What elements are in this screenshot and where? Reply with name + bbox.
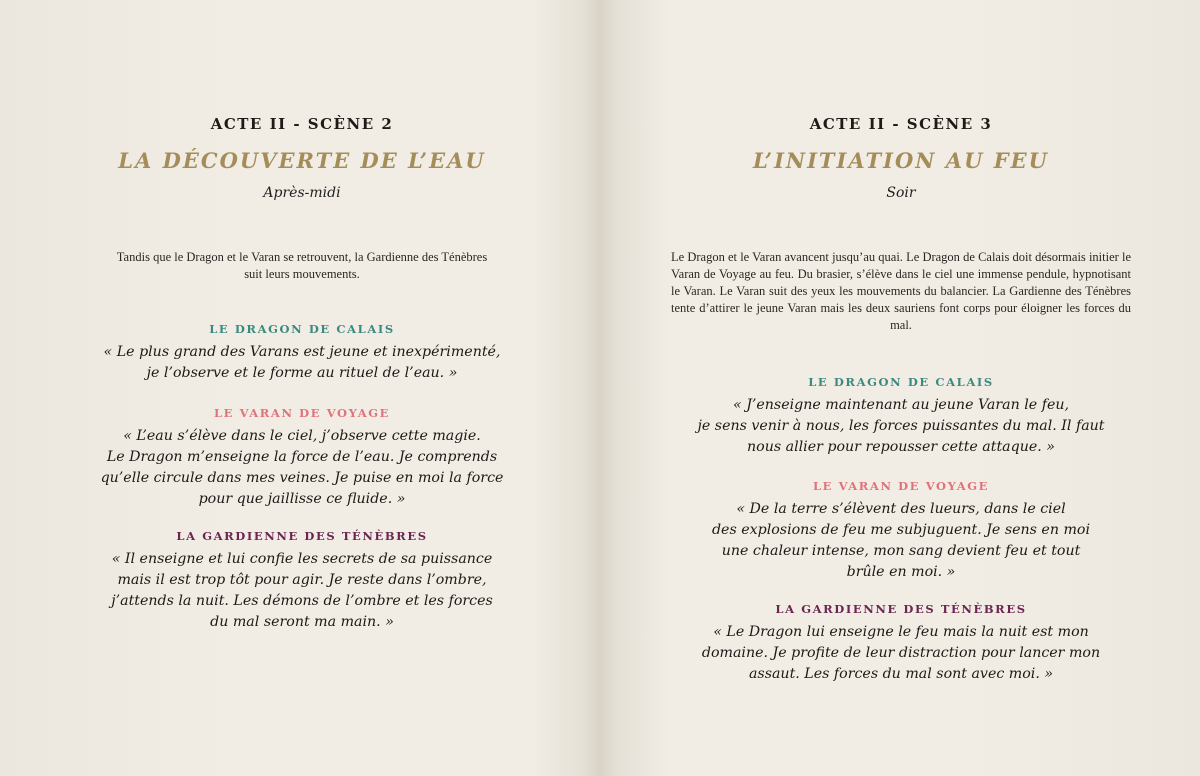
scene-title: L’INITIATION AU FEU	[753, 148, 1049, 173]
left-page	[82, 0, 522, 776]
scene-time: Après-midi	[263, 185, 341, 201]
character-name-dragon: LE DRAGON DE CALAIS	[209, 322, 395, 336]
character-name-dragon: LE DRAGON DE CALAIS	[808, 375, 994, 389]
act-heading: ACTE II - SCÈNE 2	[210, 115, 394, 133]
character-name-varan: LE VARAN DE VOYAGE	[812, 479, 990, 493]
act-heading: ACTE II - SCÈNE 3	[809, 115, 993, 133]
scene-time: Soir	[886, 185, 916, 201]
character-name-gardienne: LA GARDIENNE DES TÉNÈBRES	[775, 602, 1027, 616]
dialogue-block	[82, 405, 522, 510]
dialogue-block	[82, 528, 522, 633]
dialogue-block	[666, 601, 1136, 685]
dialogue-block	[82, 321, 522, 384]
dialogue-quote: « Le plus grand des Varans est jeune et inexpérimenté, je l’observe et le forme au rituel de l’eau. »	[103, 344, 501, 381]
dialogue-block	[666, 374, 1136, 458]
dialogue-quote: « J’enseigne maintenant au jeune Varan le feu, je sens venir à nous, les forces puissantes du mal. Il faut nous allier pour repousser cette attaque. »	[697, 397, 1105, 455]
character-name-varan: LE VARAN DE VOYAGE	[213, 406, 391, 420]
dialogue-quote: « L’eau s’élève dans le ciel, j’observe cette magie. Le Dragon m’enseigne la force de l’eau. Je comprends qu’elle circule dans mes veines. Je puise en moi la force pour que jaillisse ce fluide. »	[100, 428, 504, 507]
dialogue-quote: « Il enseigne et lui confie les secrets de sa puissance mais il est trop tôt pour agir. Je reste dans l’ombre, j’attends la nuit. Les démons de l’ombre et les forces du mal seront ma main. »	[111, 551, 493, 630]
dialogue-quote: « De la terre s’élèvent des lueurs, dans le ciel des explosions de feu me subjuguent. Je sens en moi une chaleur intense, mon sang devient feu et tout brûle en moi. »	[711, 501, 1091, 580]
scene-intro: Le Dragon et le Varan avancent jusqu’au quai. Le Dragon de Calais doit désormais initier le Varan de Voyage au feu. Du brasier, s’élève dans le ciel une immense pendule, hypnotisant le Varan. Le Varan suit des yeux les mouvements du balancier. La Gardienne des Ténèbres tente d’attirer le jeune Varan mais les deux sauriens font corps pour éloigner les forces du mal.	[671, 250, 1131, 332]
dialogue-quote: « Le Dragon lui enseigne le feu mais la nuit est mon domaine. Je profite de leur distraction pour lancer mon assaut. Les forces du mal sont avec moi. »	[701, 624, 1101, 682]
dialogue-block	[666, 478, 1136, 583]
right-page	[666, 0, 1136, 776]
scene-title: LA DÉCOUVERTE DE L’EAU	[118, 148, 486, 173]
scene-intro: Tandis que le Dragon et le Varan se retrouvent, la Gardienne des Ténèbres suit leurs mouvements.	[116, 250, 488, 281]
character-name-gardienne: LA GARDIENNE DES TÉNÈBRES	[176, 529, 428, 543]
